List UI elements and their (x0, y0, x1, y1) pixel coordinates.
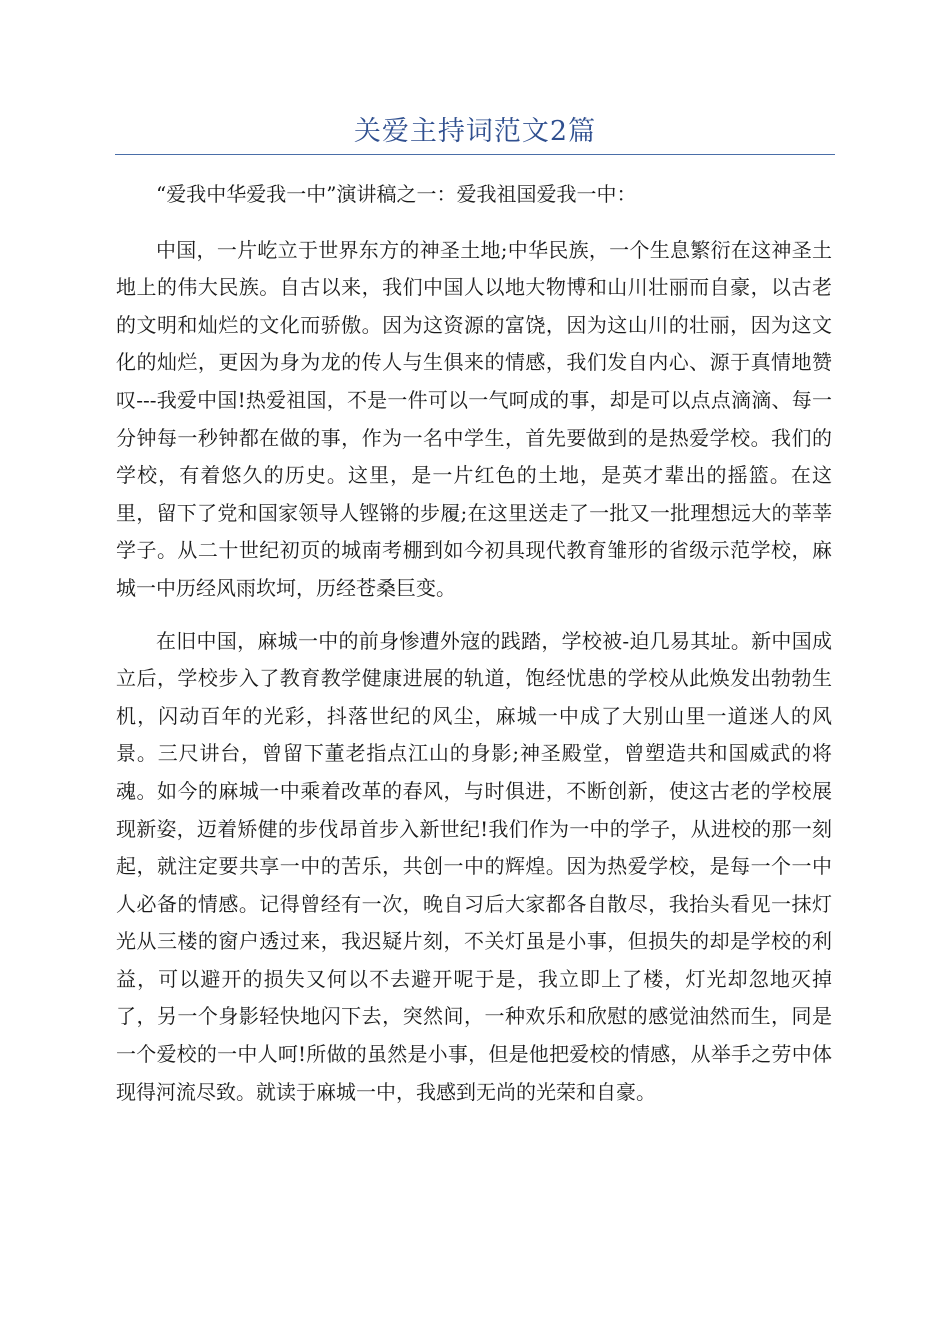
paragraph-2: 在旧中国，麻城一中的前身惨遭外寇的践踏，学校被-迫几易其址。新中国成立后，学校步入了教育教学健康进展的轨道，饱经忧患的学校从此焕发出勃勃生机，闪动百年的光彩，抖落世纪的风尘，麻城一中成了大别山里一道迷人的风景。三尺讲台，曾留下董老指点江山的身影;神圣殿堂，曾塑造共和国威武的将魂。如今的麻城一中乘着改革的春风，与时俱进，不断创新，使这古老的学校展现新姿，迈着矫健的步伐昂首步入新世纪!我们作为一中的学子，从进校的那一刻起，就注定要共享一中的苦乐，共创一中的辉煌。因为热爱学校，是每一个一中人必备的情感。记得曾经有一次，晚自习后大家都各自散尽，我抬头看见一抹灯光从三楼的窗户透过来，我迟疑片刻，不关灯虽是小事，但损失的却是学校的利益，可以避开的损失又何以不去避开呢于是，我立即上了楼，灯光却忽地灭掉了，另一个身影轻快地闪下去，突然间，一种欢乐和欣慰的感觉油然而生，同是一个爱校的一中人呵!所做的虽然是小事，但是他把爱校的情感，从举手之劳中体现得河流尽致。就读于麻城一中，我感到无尚的光荣和自豪。 (116, 628, 832, 1104)
document-title: 关爱主持词范文2篇 (353, 116, 597, 147)
paragraph-1: 中国，一片屹立于世界东方的神圣土地;中华民族，一个生息繁衍在这神圣土地上的伟大民族。自古以来，我们中国人以地大物博和山川壮丽而自豪，以古老的文明和灿烂的文化而骄傲。因为这资源的富饶，因为这山川的壮丽，因为这文化的灿烂，更因为身为龙的传人与生俱来的情感，我们发自内心、源于真情地赞叹---我爱中国!热爱祖国，不是一件可以一气呵成的事，却是可以点点滴滴、每一分钟每一秒钟都在做的事，作为一名中学生，首先要做到的是热爱学校。我们的学校，有着悠久的历史。这里，是一片红色的土地，是英才辈出的摇篮。在这里，留下了党和国家领导人铿锵的步履;在这里送走了一批又一批理想远大的莘莘学子。从二十世纪初页的城南考棚到如今初具现代教育雏形的省级示范学校，麻城一中历经风雨坎坷，历经苍桑巨变。 (116, 237, 832, 600)
title-underline (115, 154, 835, 155)
document-body (116, 176, 832, 1126)
paragraph-intro: “爱我中华爱我一中”演讲稿之一：爱我祖国爱我一中： (156, 182, 637, 206)
